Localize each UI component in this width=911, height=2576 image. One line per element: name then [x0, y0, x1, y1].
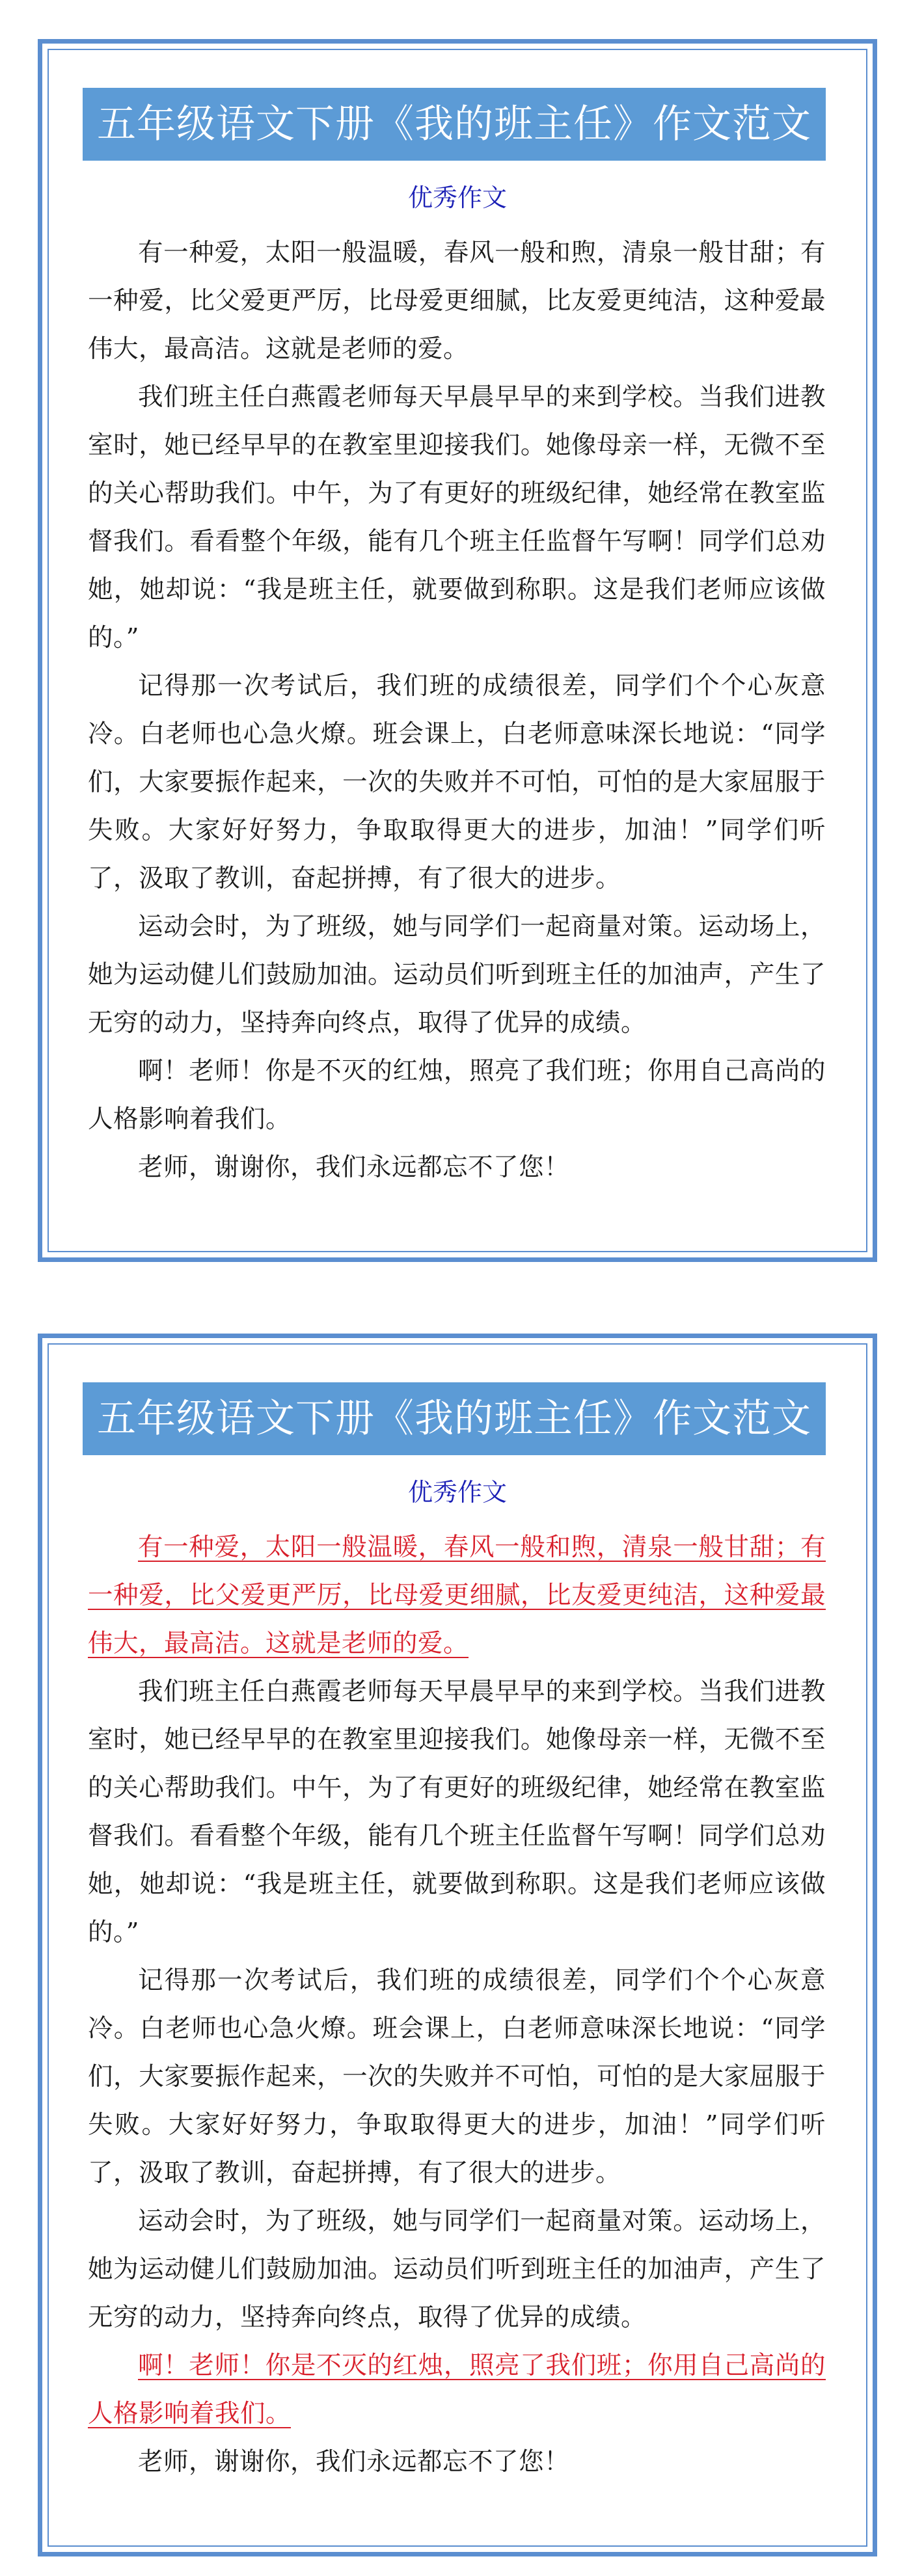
paragraph-text: 记得那一次考试后，我们班的成绩很差，同学们个个心灰意冷。白老师也心急火燎。班会课上，白老师意味深长地说：“同学们，大家要振作起来，一次的失败并不可怕，可怕的是大家屈服于失败。大家好好努力，争取取得更大的进步，加油！”同学们听了，汲取了教训，奋起拼搏，有了很大的进步。 [88, 1966, 826, 2188]
paragraph-text: 我们班主任白燕霞老师每天早晨早早的来到学校。当我们进教室时，她已经早早的在教室里迎接我们。她像母亲一样，无微不至的关心帮助我们。中午，为了有更好的班级纪律，她经常在教室监督我们。看看整个年级，能有几个班主任监督午写啊！同学们总劝她，她却说：“我是班主任，就要做到称职。这是我们老师应该做的。” [88, 382, 826, 652]
essay-body [88, 229, 826, 1192]
paragraph [88, 2438, 826, 2486]
paragraph-text: 有一种爱，太阳一般温暖，春风一般和煦，清泉一般甘甜；有一种爱，比父爱更严厉，比母爱更细腻，比友爱更纯洁，这种爱最伟大，最高洁。这就是老师的爱。 [88, 1533, 826, 1658]
paragraph-text: 运动会时，为了班级，她与同学们一起商量对策。运动场上，她为运动健儿们鼓励加油。运动员们听到班主任的加油声，产生了无穷的动力，坚持奔向终点，取得了优异的成绩。 [88, 2207, 826, 2332]
page-subtitle: 优秀作文 [407, 1478, 507, 1507]
paragraph [88, 2197, 826, 2342]
paragraph-text: 有一种爱，太阳一般温暖，春风一般和煦，清泉一般甘甜；有一种爱，比父爱更严厉，比母爱更细腻，比友爱更纯洁，这种爱最伟大，最高洁。这就是老师的爱。 [88, 238, 826, 364]
paragraph-text: 运动会时，为了班级，她与同学们一起商量对策。运动场上，她为运动健儿们鼓励加油。运动员们听到班主任的加油声，产生了无穷的动力，坚持奔向终点，取得了优异的成绩。 [88, 912, 826, 1038]
paragraph-text: 我们班主任白燕霞老师每天早晨早早的来到学校。当我们进教室时，她已经早早的在教室里迎接我们。她像母亲一样，无微不至的关心帮助我们。中午，为了有更好的班级纪律，她经常在教室监督我们。看看整个年级，能有几个班主任监督午写啊！同学们总劝她，她却说：“我是班主任，就要做到称职。这是我们老师应该做的。” [88, 1677, 826, 1947]
paragraph [88, 1144, 826, 1192]
paragraph [88, 662, 826, 903]
paragraph [88, 1047, 826, 1144]
paragraph [88, 2342, 826, 2438]
essay-body-annotated [88, 1523, 826, 2486]
page-title: 五年级语文下册《我的班主任》作文范文 [83, 88, 826, 161]
paragraph [88, 1957, 826, 2197]
paragraph [88, 1668, 826, 1957]
paragraph-text: 老师，谢谢你，我们永远都忘不了您！ [138, 1153, 570, 1182]
paragraph-text: 记得那一次考试后，我们班的成绩很差，同学们个个心灰意冷。白老师也心急火燎。班会课上，白老师意味深长地说：“同学们，大家要振作起来，一次的失败并不可怕，可怕的是大家屈服于失败。大家好好努力，争取取得更大的进步，加油！”同学们听了，汲取了教训，奋起拼搏，有了很大的进步。 [88, 671, 826, 893]
paragraph-text: 老师，谢谢你，我们永远都忘不了您！ [138, 2447, 570, 2476]
document-page-1 [38, 39, 877, 1262]
paragraph [88, 1523, 826, 1668]
page-title: 五年级语文下册《我的班主任》作文范文 [83, 1382, 826, 1455]
paragraph [88, 373, 826, 662]
document-page-2 [38, 1334, 877, 2556]
paragraph [88, 229, 826, 373]
paragraph-text: 啊！老师！你是不灭的红烛，照亮了我们班；你用自己高尚的人格影响着我们。 [88, 2351, 826, 2428]
paragraph-text: 啊！老师！你是不灭的红烛，照亮了我们班；你用自己高尚的人格影响着我们。 [88, 1056, 826, 1134]
page-subtitle: 优秀作文 [407, 183, 507, 212]
paragraph [88, 903, 826, 1047]
